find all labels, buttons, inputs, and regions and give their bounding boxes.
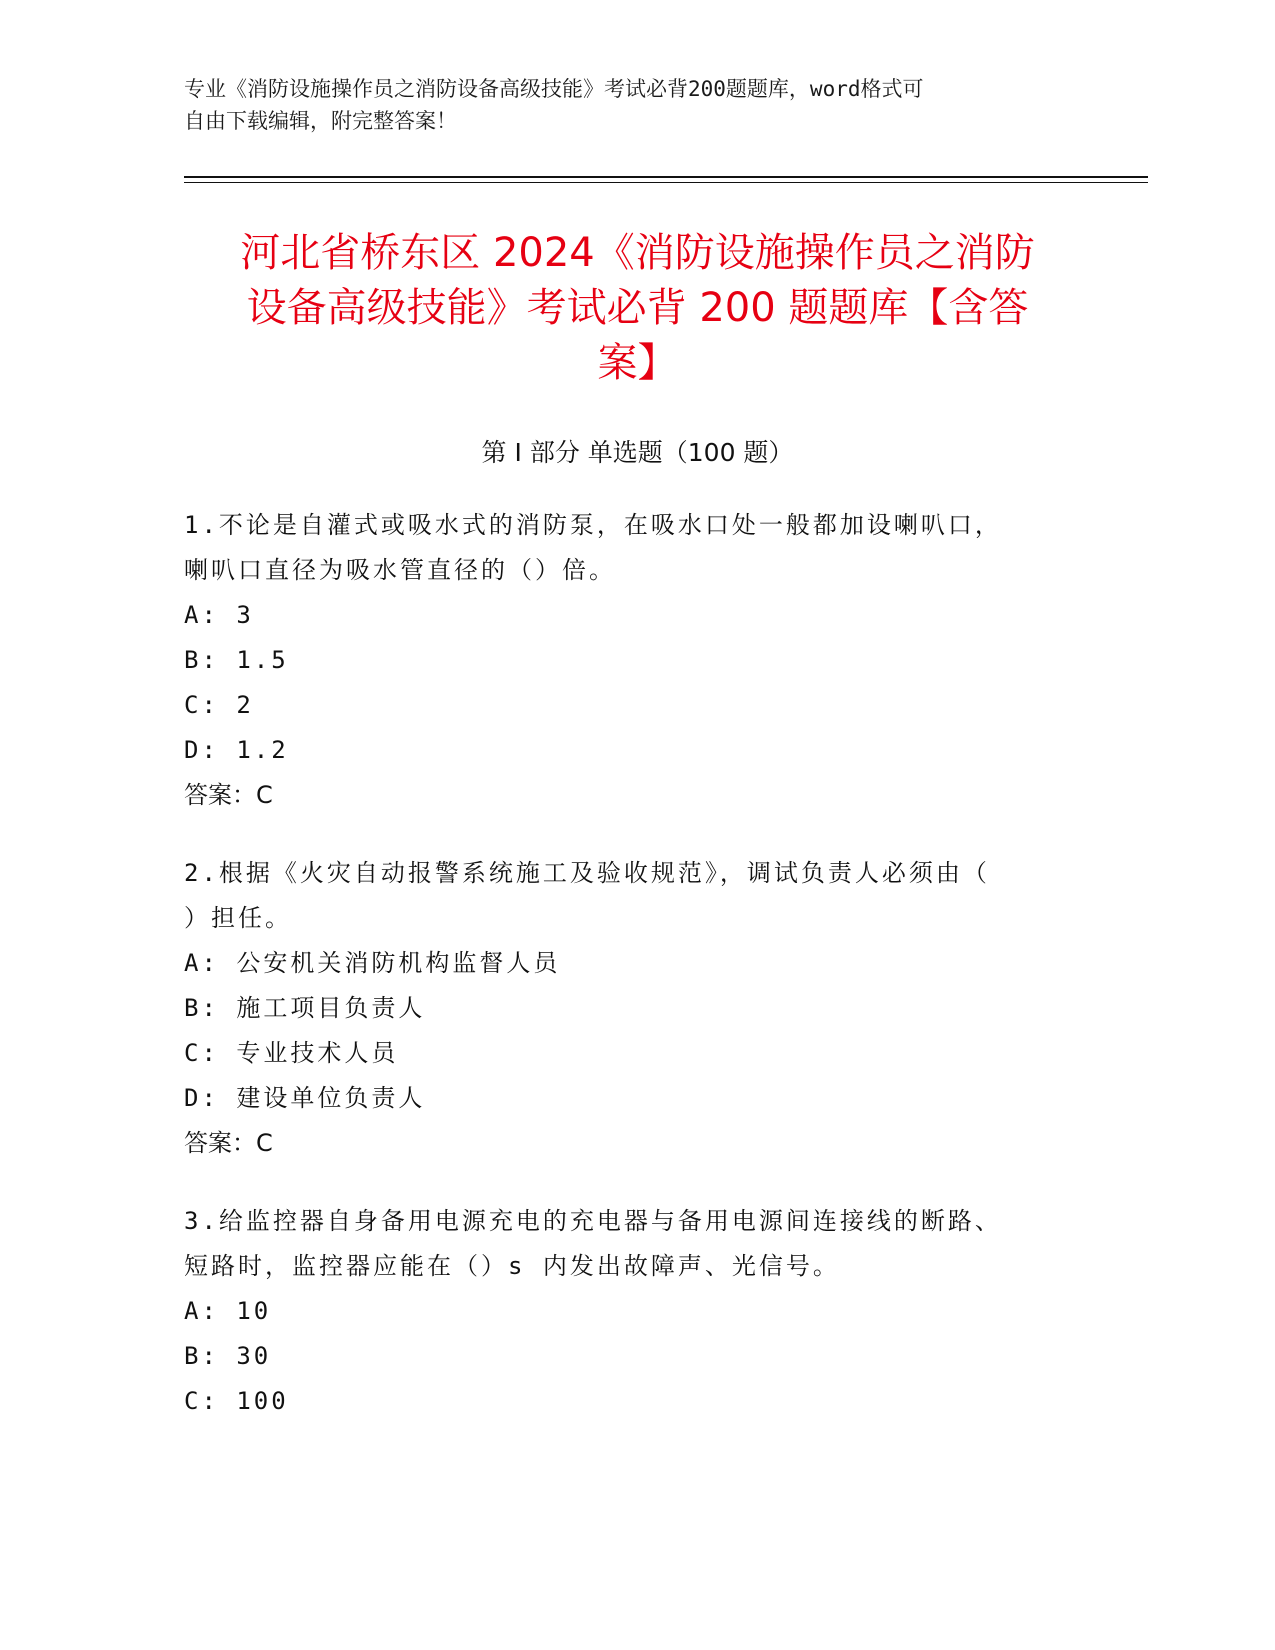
header-divider-thin [184, 182, 1148, 183]
question-stem [184, 1199, 1084, 1289]
stem-line: 2.根据《火灾自动报警系统施工及验收规范》，调试负责人必须由（ [184, 859, 990, 887]
question-stem [184, 503, 1084, 593]
question-2 [184, 851, 1084, 1166]
option-d: D: 1.2 [184, 736, 289, 764]
option-a: A: 公安机关消防机构监督人员 [184, 949, 561, 977]
option-d: D: 建设单位负责人 [184, 1084, 426, 1112]
stem-line: 3.给监控器自身备用电源充电的充电器与备用电源间连接线的断路、 [184, 1207, 1002, 1235]
stem-line: 1.不论是自灌式或吸水式的消防泵，在吸水口处一般都加设喇叭口， [184, 511, 1002, 539]
stem-line: 喇叭口直径为吸水管直径的（）倍。 [184, 556, 616, 584]
option-b: B: 30 [184, 1342, 272, 1370]
option-c: C: 2 [184, 691, 254, 719]
question-3 [184, 1199, 1084, 1424]
option-c: C: 专业技术人员 [184, 1039, 399, 1067]
question-stem [184, 851, 1084, 941]
header-divider-thick [184, 176, 1148, 178]
section-heading: 第 I 部分 单选题（100 题） [481, 438, 794, 467]
title-line: 设备高级技能》考试必背 200 题题库【含答 [246, 285, 1029, 331]
option-c: C: 100 [184, 1387, 289, 1415]
answer: 答案：C [184, 781, 273, 809]
header-note-line: 自由下载编辑，附完整答案！ [184, 109, 457, 133]
document-title [140, 226, 1135, 391]
header-note [184, 73, 1084, 137]
title-line: 河北省桥东区 2024《消防设施操作员之消防 [240, 230, 1035, 276]
option-b: B: 1.5 [184, 646, 289, 674]
header-note-line: 专业《消防设施操作员之消防设备高级技能》考试必背200题题库，word格式可 [184, 77, 924, 101]
option-a: A: 10 [184, 1297, 272, 1325]
question-1 [184, 503, 1084, 818]
title-line: 案】 [597, 340, 678, 386]
stem-line: ）担任。 [184, 904, 292, 932]
option-a: A: 3 [184, 601, 254, 629]
answer: 答案：C [184, 1129, 273, 1157]
stem-line: 短路时，监控器应能在（）s 内发出故障声、光信号。 [184, 1252, 840, 1280]
option-b: B: 施工项目负责人 [184, 994, 426, 1022]
